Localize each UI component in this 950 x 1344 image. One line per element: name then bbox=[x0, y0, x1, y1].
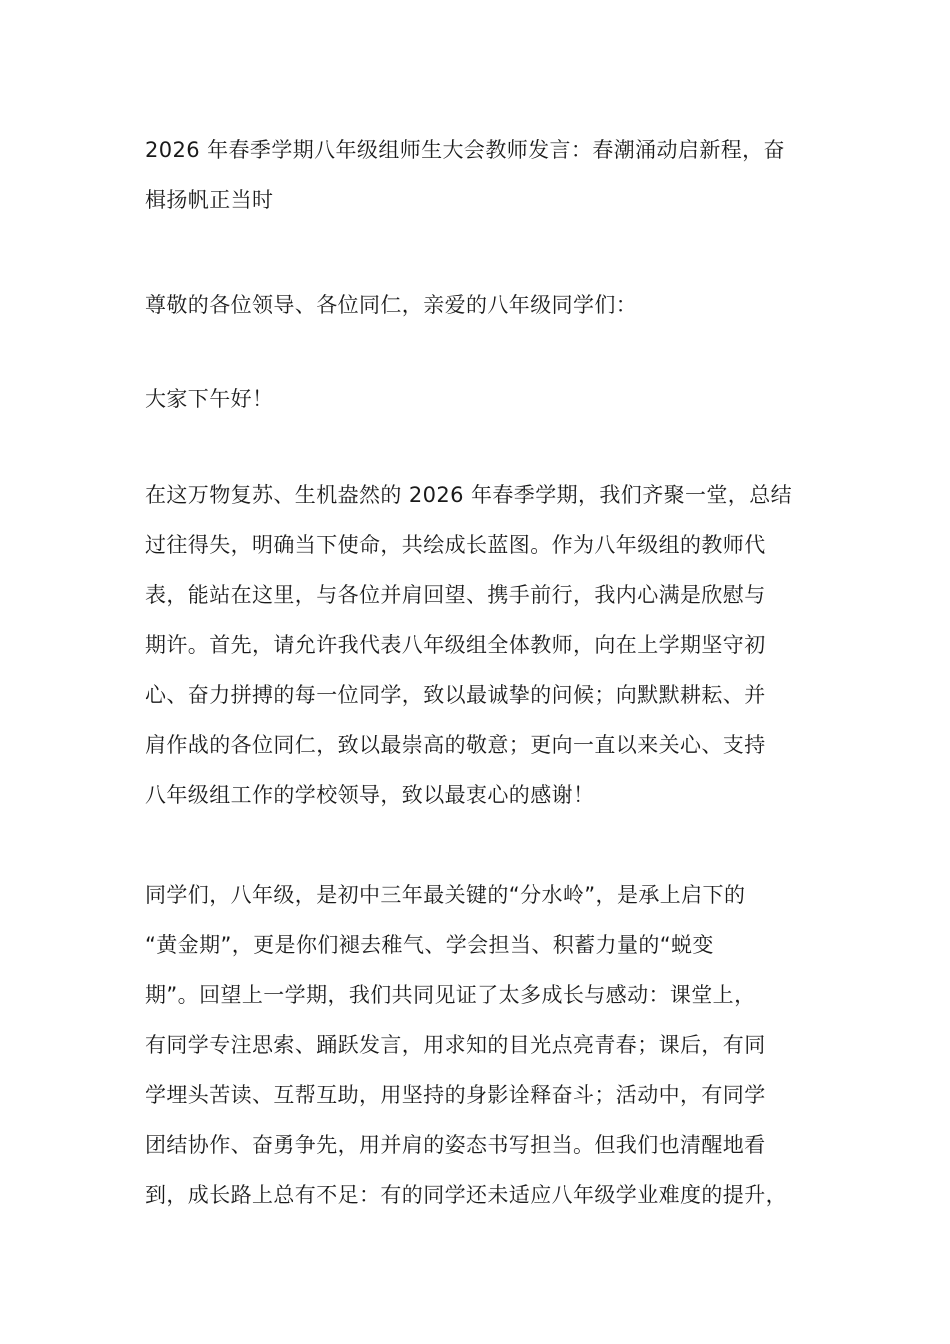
document-title bbox=[145, 125, 835, 225]
paragraph-line: “黄金期”，更是你们褪去稚气、学会担当、积蓄力量的“蜕变 bbox=[145, 933, 714, 957]
title-line: 2026 年春季学期八年级组师生大会教师发言：春潮涌动启新程，奋 bbox=[145, 138, 785, 162]
paragraph-line: 学埋头苦读、互帮互助，用坚持的身影诠释奋斗；活动中，有同学 bbox=[145, 1083, 766, 1107]
paragraph-line: 八年级组工作的学校领导，致以最衷心的感谢！ bbox=[145, 783, 595, 807]
title-line: 楫扬帆正当时 bbox=[145, 188, 274, 212]
paragraph-line: 在这万物复苏、生机盎然的 2026 年春季学期，我们齐聚一堂，总结 bbox=[145, 483, 792, 507]
paragraph-line: 表，能站在这里，与各位并肩回望、携手前行，我内心满是欣慰与 bbox=[145, 583, 766, 607]
paragraph-line: 肩作战的各位同仁，致以最崇高的敬意；更向一直以来关心、支持 bbox=[145, 733, 766, 757]
paragraph-line: 到，成长路上总有不足：有的同学还未适应八年级学业难度的提升， bbox=[145, 1183, 787, 1207]
paragraph-line: 过往得失，明确当下使命，共绘成长蓝图。作为八年级组的教师代 bbox=[145, 533, 766, 557]
salutation-text: 尊敬的各位领导、各位同仁，亲爱的八年级同学们： bbox=[145, 293, 638, 317]
salutation bbox=[145, 280, 835, 330]
greeting-line bbox=[145, 374, 835, 424]
paragraph-line: 团结协作、奋勇争先，用并肩的姿态书写担当。但我们也清醒地看 bbox=[145, 1133, 766, 1157]
paragraph-1 bbox=[145, 470, 835, 820]
paragraph-line: 同学们，八年级，是初中三年最关键的“分水岭”，是承上启下的 bbox=[145, 883, 746, 907]
paragraph-line: 期”。回望上一学期，我们共同见证了太多成长与感动：课堂上， bbox=[145, 983, 756, 1007]
paragraph-line: 有同学专注思索、踊跃发言，用求知的目光点亮青春；课后，有同 bbox=[145, 1033, 766, 1057]
paragraph-line: 心、奋力拼搏的每一位同学，致以最诚挚的问候；向默默耕耘、并 bbox=[145, 683, 766, 707]
greeting-text: 大家下午好！ bbox=[145, 387, 274, 411]
paragraph-2 bbox=[145, 870, 835, 1220]
paragraph-line: 期许。首先，请允许我代表八年级组全体教师，向在上学期坚守初 bbox=[145, 633, 766, 657]
